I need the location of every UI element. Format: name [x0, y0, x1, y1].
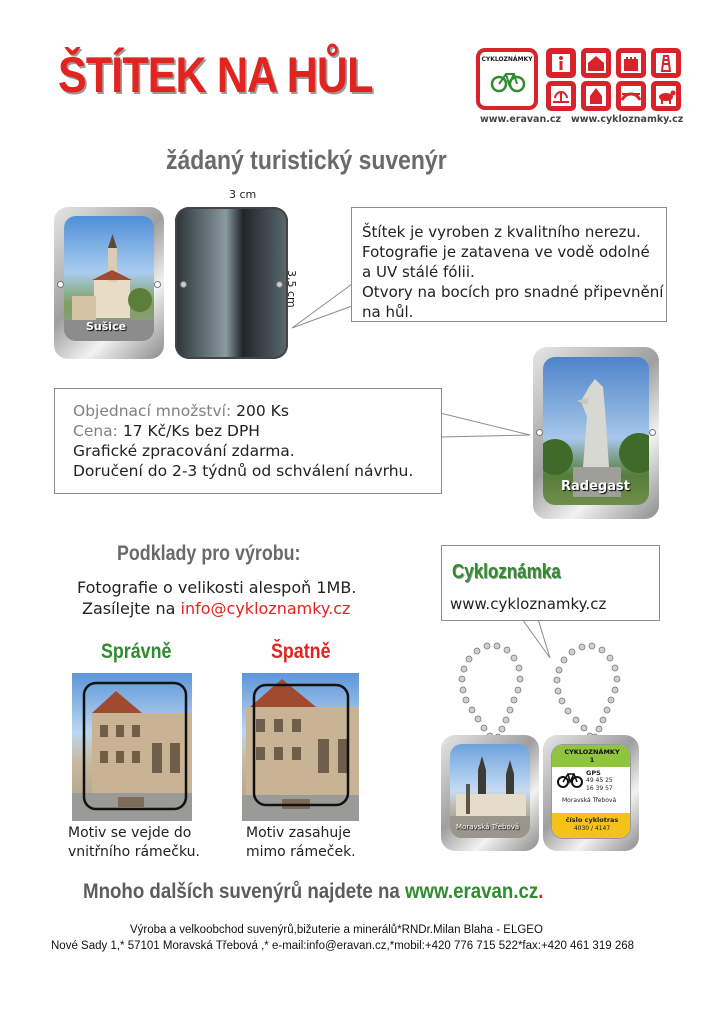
cykloznamka-tag-info — [543, 735, 639, 851]
tag-gps-lat: 49 45 25 — [586, 777, 613, 784]
price-label: Cena: — [73, 422, 118, 440]
requirements-send-line — [82, 599, 350, 619]
cykloznamky-url[interactable]: www.cyklozn​amky.cz — [571, 114, 684, 125]
page-title: ŠTÍTEK NA HŮL — [58, 47, 373, 103]
icon-grid — [546, 48, 686, 110]
tag-info-face — [551, 744, 631, 839]
dimension-width: 3 cm — [229, 188, 257, 201]
church-icon — [581, 81, 611, 111]
tower-icon — [651, 48, 681, 78]
chateau-illustration — [72, 673, 192, 821]
price-value: 17 Kč/Ks bez DPH — [122, 422, 260, 440]
product-plate-radegast — [533, 347, 659, 519]
order-callout-pointer — [440, 387, 532, 447]
quantity-value: 200 Ks — [236, 402, 289, 420]
bridge-icon — [616, 81, 646, 111]
description-line: Fotografie je zatavena ve vodě odolné — [362, 243, 650, 261]
incorrect-heading: Špatně — [271, 640, 331, 663]
promo-line — [83, 880, 543, 904]
photo-label-susice: Sušice — [86, 320, 127, 333]
cykloznamka-url[interactable]: www.cykloznamky.cz — [450, 595, 607, 613]
tag-gps-lon: 16 39 57 — [586, 785, 613, 792]
product-plate-back — [175, 207, 288, 359]
contact-line: Nové Sady 1,* 57101 Moravská Třebová ,* e-mail:info@eravan.cz,*mobil:+420 776 715 522*fax:+420 461 319 268 — [51, 940, 635, 952]
tag-photo-label: Moravská Třebová — [456, 823, 520, 831]
chateau-illustration — [242, 673, 359, 821]
house-icon — [581, 48, 611, 78]
incorrect-caption-line: Motiv zasahuje — [246, 825, 351, 841]
description-line: na hůl. — [362, 303, 414, 321]
requirements-photo-size: Fotografie o velikosti alespoň 1MB. — [77, 578, 357, 597]
send-prefix: Zasílejte na — [82, 599, 176, 618]
cykloznamky-logo[interactable] — [476, 48, 538, 110]
correct-heading: Správně — [101, 640, 172, 663]
order-text — [73, 401, 413, 481]
info-icon — [546, 48, 576, 78]
promo-link[interactable]: www.eravan.cz — [404, 880, 539, 903]
requirements-heading: Podklady pro výrobu: — [117, 542, 301, 565]
example-incorrect-image — [242, 673, 359, 821]
fountain-icon — [546, 81, 576, 111]
description-text — [362, 222, 663, 322]
tag-place: Moravská Třebová — [562, 797, 617, 804]
tag-footer-value: 4030 / 4147 — [573, 825, 611, 832]
photo-radegast — [543, 357, 649, 505]
bicycle-icon — [557, 769, 583, 789]
castle-icon — [616, 48, 646, 78]
description-line: Otvory na bocích pro snadné připevnění — [362, 283, 664, 301]
company-line: Výroba a velkoobchod suvenýrů,bižuterie a minerálů*RNDr.Milan Blaha - ELGEO — [130, 924, 543, 936]
animal-icon — [651, 81, 681, 111]
promo-prefix: Mnoho dalších suvenýrů najdete na — [83, 880, 400, 903]
product-plate-susice — [54, 207, 164, 359]
page-subtitle: žádaný turistický suvenýr — [166, 145, 447, 175]
ball-chains — [450, 636, 650, 746]
example-correct-image — [72, 673, 192, 821]
tag-footer-label: číslo cyklotras — [565, 816, 619, 824]
photo-label-radegast: Radegast — [561, 479, 630, 494]
tag-header: CYKLOZNÁMKY — [564, 748, 620, 756]
cykloznamka-title: Cykloznámka — [452, 561, 561, 583]
promo-suffix: . — [538, 880, 544, 903]
incorrect-caption-line: mimo rámeček. — [246, 844, 356, 860]
order-email-link[interactable]: info@cykloznamky.cz — [180, 599, 351, 618]
dimension-height: 3,5 cm — [285, 270, 298, 308]
correct-caption-line: Motiv se vejde do — [68, 825, 192, 841]
correct-caption-line: vnitřního rámečku. — [68, 844, 200, 860]
tag-photo-moravska-trebova — [450, 744, 530, 838]
correct-caption — [68, 824, 200, 862]
cykloznamka-tag-photo — [441, 735, 539, 851]
quantity-label: Objednací množství: — [73, 402, 232, 420]
description-line: Štítek je vyroben z kvalitního nerezu. — [362, 223, 641, 241]
photo-susice — [64, 216, 154, 341]
delivery-note: Doručení do 2-3 týdnů od schválení návrhu. — [73, 462, 414, 480]
logo-text: CYKLOZNÁMKY — [481, 56, 533, 63]
description-line: a UV stálé fólii. — [362, 263, 475, 281]
graphic-design-note: Grafické zpracování zdarma. — [73, 442, 295, 460]
bicycle-icon — [490, 68, 526, 94]
tag-number: 1 — [589, 756, 595, 764]
tag-gps-label: GPS — [586, 769, 601, 777]
incorrect-caption — [246, 824, 356, 862]
eravan-url[interactable]: www.eravan.cz — [480, 114, 562, 125]
